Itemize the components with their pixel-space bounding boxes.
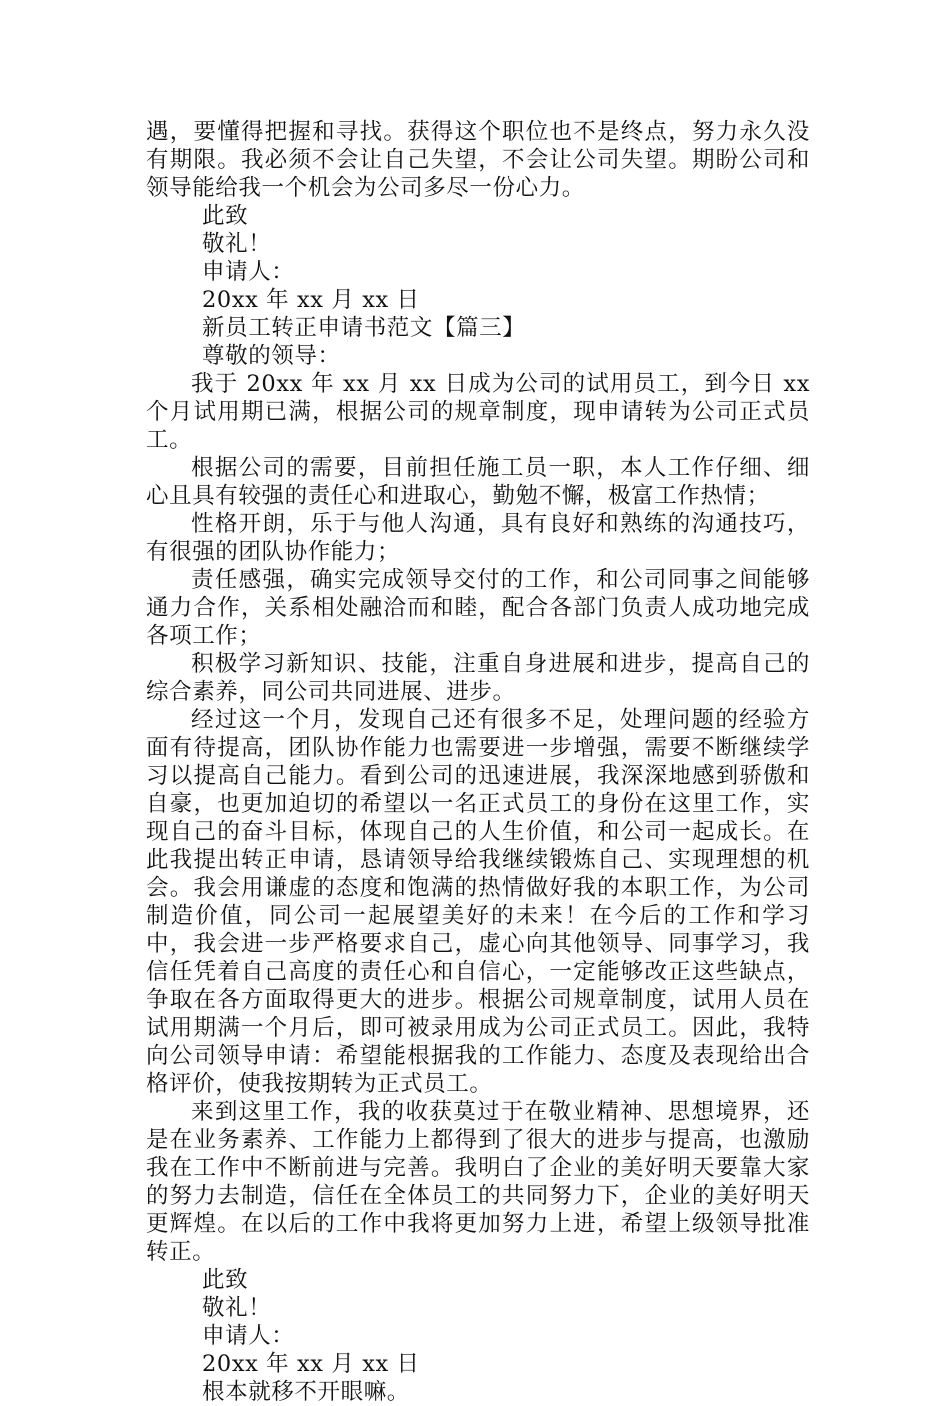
continued-paragraph: 遇，要懂得把握和寻找。获得这个职位也不是终点，努力永久没有期限。我必须不会让自己失望，不会让公司失望。期盼公司和领导能给我一个机会为公司多尽一份心力。	[146, 119, 810, 201]
line-paragraph: 敬礼！	[202, 231, 272, 257]
line-paragraph: 尊敬的领导：	[202, 343, 341, 369]
line-paragraph: 20xx 年 xx 月 xx 日	[202, 1351, 420, 1377]
line-paragraph: 新员工转正申请书范文【篇三】	[202, 315, 526, 341]
body-paragraph: 我于 20xx 年 xx 月 xx 日成为公司的试用员工，到今日 xx 个月试用期已满，根据公司的规章制度，现申请转为公司正式员工。	[146, 371, 810, 453]
document-body	[146, 118, 810, 1406]
line-paragraph: 申请人：	[202, 259, 295, 285]
line-paragraph: 敬礼！	[202, 1295, 272, 1321]
line-paragraph: 此致	[202, 203, 249, 229]
line-paragraph: 申请人：	[202, 1323, 295, 1349]
body-paragraph: 经过这一个月，发现自己还有很多不足，处理问题的经验方面有待提高，团队协作能力也需要进一步增强，需要不断继续学习以提高自己能力。看到公司的迅速进展，我深深地感到骄傲和自豪，也更加迫切的希望以一名正式员工的身份在这里工作，实现自己的奋斗目标，体现自己的人生价值，和公司一起成长。在此我提出转正申请，恳请领导给我继续锻炼自己、实现理想的机会。我会用谦虚的态度和饱满的热情做好我的本职工作，为公司制造价值，同公司一起展望美好的未来！在今后的工作和学习中，我会进一步严格要求自己，虚心向其他领导、同事学习，我信任凭着自己高度的责任心和自信心，一定能够改正这些缺点，争取在各方面取得更大的进步。根据公司规章制度，试用人员在试用期满一个月后，即可被录用成为公司正式员工。因此，我特向公司领导申请：希望能根据我的工作能力、态度及表现给出合格评价，使我按期转为正式员工。	[146, 707, 810, 1097]
body-paragraph: 积极学习新知识、技能，注重自身进展和进步，提高自己的综合素养，同公司共同进展、进步。	[146, 651, 810, 705]
line-paragraph: 根本就移不开眼嘛。	[202, 1379, 410, 1405]
body-paragraph: 根据公司的需要，目前担任施工员一职，本人工作仔细、细心且具有较强的责任心和进取心，勤勉不懈，极富工作热情；	[146, 455, 810, 509]
body-paragraph: 责任感强，确实完成领导交付的工作，和公司同事之间能够通力合作，关系相处融洽而和睦，配合各部门负责人成功地完成各项工作；	[146, 567, 810, 649]
line-paragraph: 20xx 年 xx 月 xx 日	[202, 287, 420, 313]
line-paragraph: 此致	[202, 1267, 249, 1293]
body-paragraph: 性格开朗，乐于与他人沟通，具有良好和熟练的沟通技巧，有很强的团队协作能力；	[146, 511, 810, 565]
body-paragraph: 来到这里工作，我的收获莫过于在敬业精神、思想境界，还是在业务素养、工作能力上都得到了很大的进步与提高，也激励我在工作中不断前进与完善。我明白了企业的美好明天要靠大家的努力去制造，信任在全体员工的共同努力下，企业的美好明天更辉煌。在以后的工作中我将更加努力上进，希望上级领导批准转正。	[146, 1099, 810, 1265]
